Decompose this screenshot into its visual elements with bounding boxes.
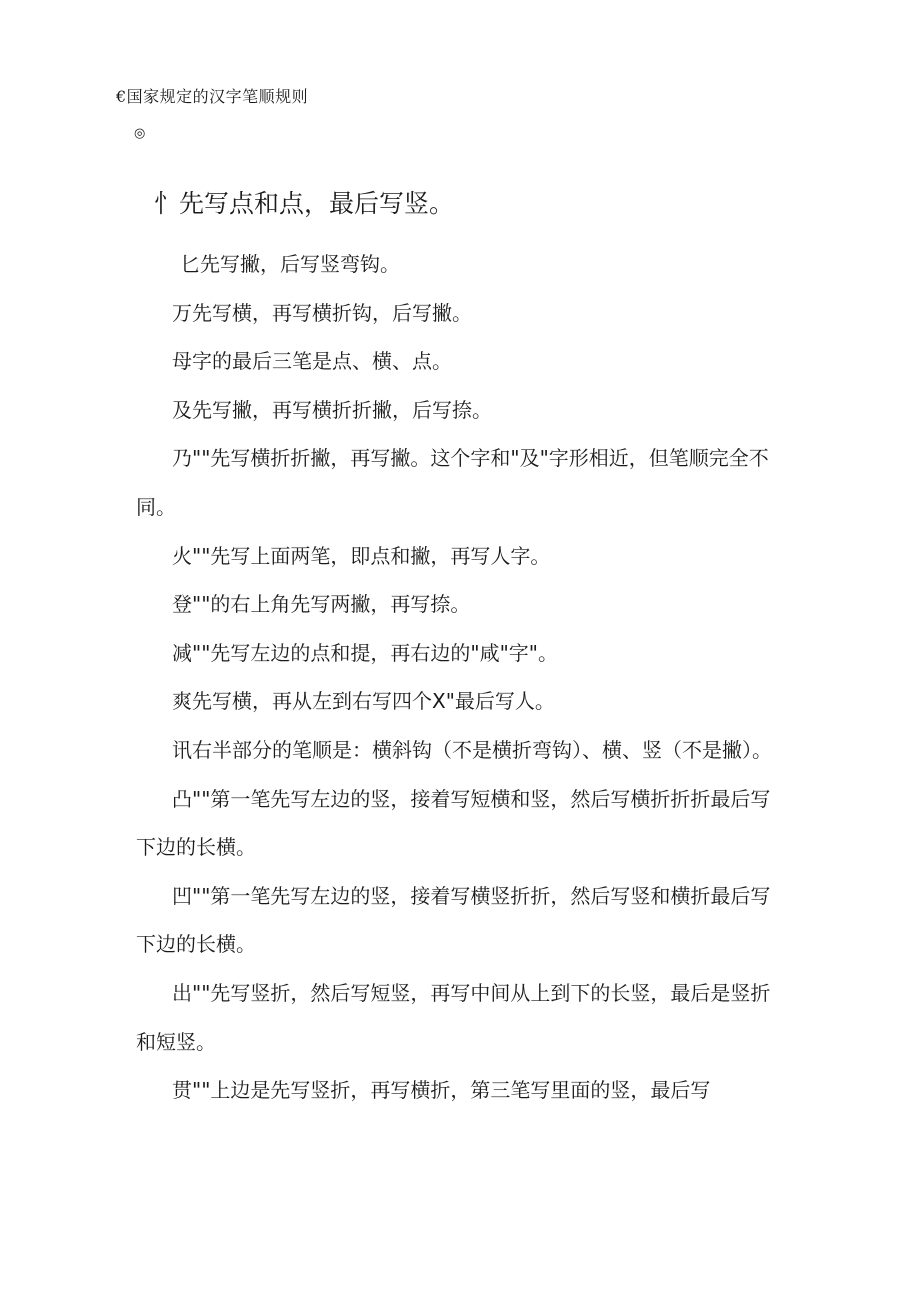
paragraph: 火""先写上面两笔，即点和撇，再写人字。	[172, 543, 551, 568]
rules-content	[136, 240, 786, 1115]
paragraph: 母字的最后三笔是点、横、点。	[172, 349, 452, 374]
paragraph: 乃""先写横折折撇，再写撇。这个字和"及"字形相近，但笔顺完全不同。	[136, 446, 769, 519]
paragraph: 爽先写横，再从左到右写四个X"最后写人。	[172, 689, 555, 714]
paragraph: 讯右半部分的笔顺是：横斜钩（不是横折弯钩）、横、竖（不是撇）。	[172, 737, 772, 762]
paragraph: 贯""上边是先写竖折，再写横折，第三笔写里面的竖，最后写	[172, 1078, 711, 1103]
paragraph: 登""的右上角先写两撇，再写捺。	[172, 592, 471, 617]
paragraph: 匕先写撇，后写竖弯钩。	[180, 252, 400, 276]
bullet-symbol: ◎	[134, 126, 146, 141]
paragraph: 及先写撇，再写横折折撇，后写捺。	[172, 397, 492, 422]
document-title: €国家规定的汉字笔顺规则	[116, 87, 309, 106]
paragraph: 出""先写竖折，然后写短竖，再写中间从上到下的长竖，最后是竖折和短竖。	[136, 980, 771, 1054]
paragraph: 凹""第一笔先写左边的竖，接着写横竖折折，然后写竖和横折最后写下边的长横。	[136, 883, 771, 957]
section-heading: 忄先写点和点，最后写竖。	[154, 189, 455, 218]
paragraph: 万先写横，再写横折钩，后写撇。	[172, 300, 472, 325]
paragraph: 减""先写左边的点和提，再右边的"咸"字"。	[172, 640, 558, 665]
paragraph: 凸""第一笔先写左边的竖，接着写短横和竖，然后写横折折折最后写下边的长横。	[136, 786, 771, 860]
